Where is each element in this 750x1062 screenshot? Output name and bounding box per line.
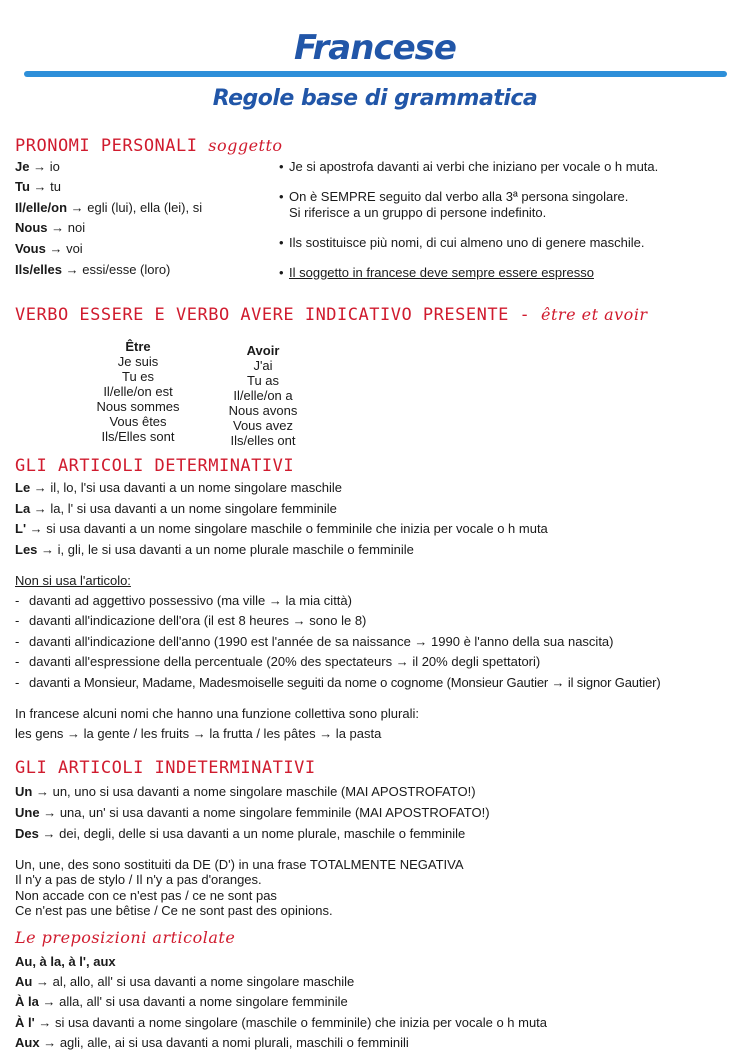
bullet-icon: • <box>279 265 284 280</box>
heading-text: VERBO ESSERE E VERBO AVERE INDICATIVO PRESENTE - <box>15 305 542 325</box>
item-text: davanti all'indicazione dell'ora (il est 8 heures → sono le 8) <box>29 613 367 628</box>
pronoun-row <box>15 159 60 175</box>
arrow-icon: → <box>35 784 49 799</box>
pronoun-row <box>15 200 202 216</box>
collective-examples: les gens → la gente / les fruits → la frutta / les pâtes → la pasta <box>15 726 382 741</box>
conjugation-form: Nous sommes <box>96 399 180 414</box>
no-article-item <box>15 654 540 670</box>
dash-icon: - <box>15 654 20 669</box>
article-row <box>15 784 476 800</box>
conjugation-form: Je suis <box>117 354 159 369</box>
arrow-icon: → <box>43 805 57 820</box>
pronoun-note <box>279 189 628 205</box>
pronoun-note <box>279 235 645 251</box>
arrow-icon: → <box>29 521 43 536</box>
section-heading-verbi <box>15 305 648 325</box>
conjugation-form: Il/elle/on a <box>233 388 293 403</box>
prep-fr: Au <box>15 974 33 989</box>
article-row <box>15 480 342 496</box>
item-text: davanti all'indicazione dell'anno (1990 est l'année de sa naissance → 1990 è l'anno della sua nascita) <box>29 634 614 649</box>
article-it: un, uno si usa davanti a nome singolare maschile (MAI APOSTROFATO!) <box>52 784 476 799</box>
arrow-icon: → <box>33 480 47 495</box>
no-article-item <box>15 675 661 691</box>
article-fr: Les <box>15 542 38 557</box>
article-row <box>15 501 337 517</box>
section-heading-indeterminativi: GLI ARTICOLI INDETERMINATIVI <box>15 758 316 778</box>
arrow-icon: → <box>38 1015 52 1030</box>
bullet-icon: • <box>279 235 284 250</box>
collective-note: In francese alcuni nomi che hanno una funzione collettiva sono plurali: <box>15 706 419 721</box>
conjugation-form: Ils/Elles sont <box>101 429 175 444</box>
pronoun-fr: Je <box>15 159 30 174</box>
negation-example: Ce n'est pas une bêtise / Ce ne sont past des opinions. <box>15 903 333 918</box>
negation-example: Il n'y a pas de stylo / Il n'y a pas d'oranges. <box>15 872 262 887</box>
article-fr: Un <box>15 784 33 799</box>
arrow-icon: → <box>65 262 79 277</box>
prep-fr: Aux <box>15 1035 40 1050</box>
article-row <box>15 805 490 821</box>
conjugation-form: J'ai <box>253 358 273 373</box>
article-it: si usa davanti a un nome singolare maschile o femminile che inizia per vocale o h muta <box>46 521 548 536</box>
prep-row <box>15 994 348 1010</box>
arrow-icon: → <box>42 994 56 1009</box>
item-text: davanti a Monsieur, Madame, Madesmoiselle seguiti da nome o cognome (Monsieur Gautier → il signor Gautier) <box>29 675 661 690</box>
pronoun-it: io <box>49 159 60 174</box>
prep-fr: À l' <box>15 1015 35 1030</box>
arrow-icon: → <box>41 542 55 557</box>
pronoun-fr: Il/elle/on <box>15 200 68 215</box>
pronoun-row <box>15 220 85 236</box>
conjugation-form: Il/elle/on est <box>103 384 173 399</box>
conjugation-etre <box>88 339 188 444</box>
negation-note: Un, une, des sono sostituiti da DE (D') in una frase TOTALMENTE NEGATIVA <box>15 857 464 872</box>
article-row <box>15 826 465 842</box>
article-row <box>15 542 414 558</box>
section-heading-pronomi <box>15 136 283 156</box>
bullet-icon: • <box>279 189 284 204</box>
arrow-icon: → <box>35 974 49 989</box>
arrow-icon: → <box>51 220 65 235</box>
arrow-icon: → <box>33 501 47 516</box>
title-divider <box>24 71 727 77</box>
prep-it: si usa davanti a nome singolare (maschile o femminile) che inizia per vocale o h muta <box>54 1015 548 1030</box>
item-text: davanti ad aggettivo possessivo (ma ville → la mia città) <box>29 593 352 608</box>
dash-icon: - <box>15 593 20 608</box>
pronoun-it: tu <box>50 179 62 194</box>
note-text: Il soggetto in francese deve sempre essere espresso <box>289 265 594 280</box>
article-it: una, un' si usa davanti a nome singolare femminile (MAI APOSTROFATO!) <box>59 805 490 820</box>
pronoun-note <box>279 265 594 281</box>
prep-row <box>15 1035 409 1051</box>
prep-row <box>15 974 354 990</box>
section-heading-preposizioni <box>15 928 235 948</box>
prep-row <box>15 1015 547 1031</box>
pronoun-note <box>279 159 658 175</box>
conjugation-title: Avoir <box>246 343 280 358</box>
conjugation-form: Tu as <box>246 373 280 388</box>
dash-icon: - <box>15 675 20 690</box>
prep-intro: Au, à la, à l', aux <box>15 954 116 969</box>
prep-it: al, allo, all' si usa davanti a nome singolare maschile <box>52 974 355 989</box>
arrow-icon: → <box>33 159 47 174</box>
pronoun-fr: Vous <box>15 241 46 256</box>
pronoun-fr: Ils/elles <box>15 262 62 277</box>
arrow-icon: → <box>70 200 84 215</box>
pronoun-fr: Tu <box>15 179 30 194</box>
arrow-icon: → <box>33 179 47 194</box>
dash-icon: - <box>15 613 20 628</box>
article-it: il, lo, l'si usa davanti a un nome singolare maschile <box>50 480 342 495</box>
conjugation-title: Être <box>125 339 151 354</box>
bullet-icon: • <box>279 159 284 174</box>
article-fr: Une <box>15 805 40 820</box>
pronoun-it: voi <box>66 241 83 256</box>
article-fr: Le <box>15 480 31 495</box>
note-text: On è SEMPRE seguito dal verbo alla 3ª persona singolare. <box>289 189 629 204</box>
arrow-icon: → <box>42 826 56 841</box>
arrow-icon: → <box>49 241 63 256</box>
no-article-item <box>15 613 366 629</box>
pronoun-it: noi <box>67 220 86 235</box>
pronoun-fr: Nous <box>15 220 48 235</box>
article-fr: La <box>15 501 31 516</box>
article-fr: Des <box>15 826 39 841</box>
no-article-title: Non si usa l'articolo: <box>15 573 131 588</box>
dash-icon: - <box>15 634 20 649</box>
arrow-icon: → <box>43 1035 57 1050</box>
conjugation-avoir <box>213 343 313 448</box>
pronoun-row <box>15 241 83 257</box>
pronoun-it: egli (lui), ella (lei), si <box>87 200 203 215</box>
negation-note: Non accade con ce n'est pas / ce ne sont pas <box>15 888 277 903</box>
heading-tail: être et avoir <box>541 305 648 324</box>
page-subtitle: Regole base di grammatica <box>212 86 538 111</box>
conjugation-form: Tu es <box>121 369 155 384</box>
no-article-item <box>15 593 352 609</box>
conjugation-form: Nous avons <box>228 403 298 418</box>
pronoun-row <box>15 179 61 195</box>
conjugation-form: Vous avez <box>233 418 293 433</box>
conjugation-form: Ils/elles ont <box>230 433 296 448</box>
pronoun-it: essi/esse (loro) <box>82 262 171 277</box>
article-row <box>15 521 548 537</box>
article-it: i, gli, le si usa davanti a un nome plurale maschile o femminile <box>57 542 414 557</box>
note-text: Je si apostrofa davanti ai verbi che iniziano per vocale o h muta. <box>289 159 659 174</box>
section-heading-determinativi: GLI ARTICOLI DETERMINATIVI <box>15 456 295 476</box>
article-fr: L' <box>15 521 27 536</box>
heading-tail: soggetto <box>208 136 283 155</box>
conjugation-form: Vous êtes <box>109 414 167 429</box>
prep-it: alla, all' si usa davanti a nome singolare femminile <box>59 994 348 1009</box>
note-text: Ils sostituisce più nomi, di cui almeno uno di genere maschile. <box>289 235 645 250</box>
prep-it: agli, alle, ai si usa davanti a nomi plurali, maschili o femminili <box>59 1035 409 1050</box>
article-it: dei, degli, delle si usa davanti a un nome plurale, maschile o femminile <box>59 826 466 841</box>
article-it: la, l' si usa davanti a un nome singolare femminile <box>50 501 337 516</box>
no-article-item <box>15 634 614 650</box>
pronoun-note-cont: Si riferisce a un gruppo di persone indefinito. <box>289 205 547 220</box>
heading-text: PRONOMI PERSONALI <box>15 136 198 156</box>
prep-fr: À la <box>15 994 39 1009</box>
pronoun-row <box>15 262 170 278</box>
item-text: davanti all'espressione della percentuale (20% des spectateurs → il 20% degli spettatori) <box>29 654 541 669</box>
page-title: Francese <box>294 28 456 68</box>
heading-text: Le preposizioni articolate <box>15 928 236 947</box>
